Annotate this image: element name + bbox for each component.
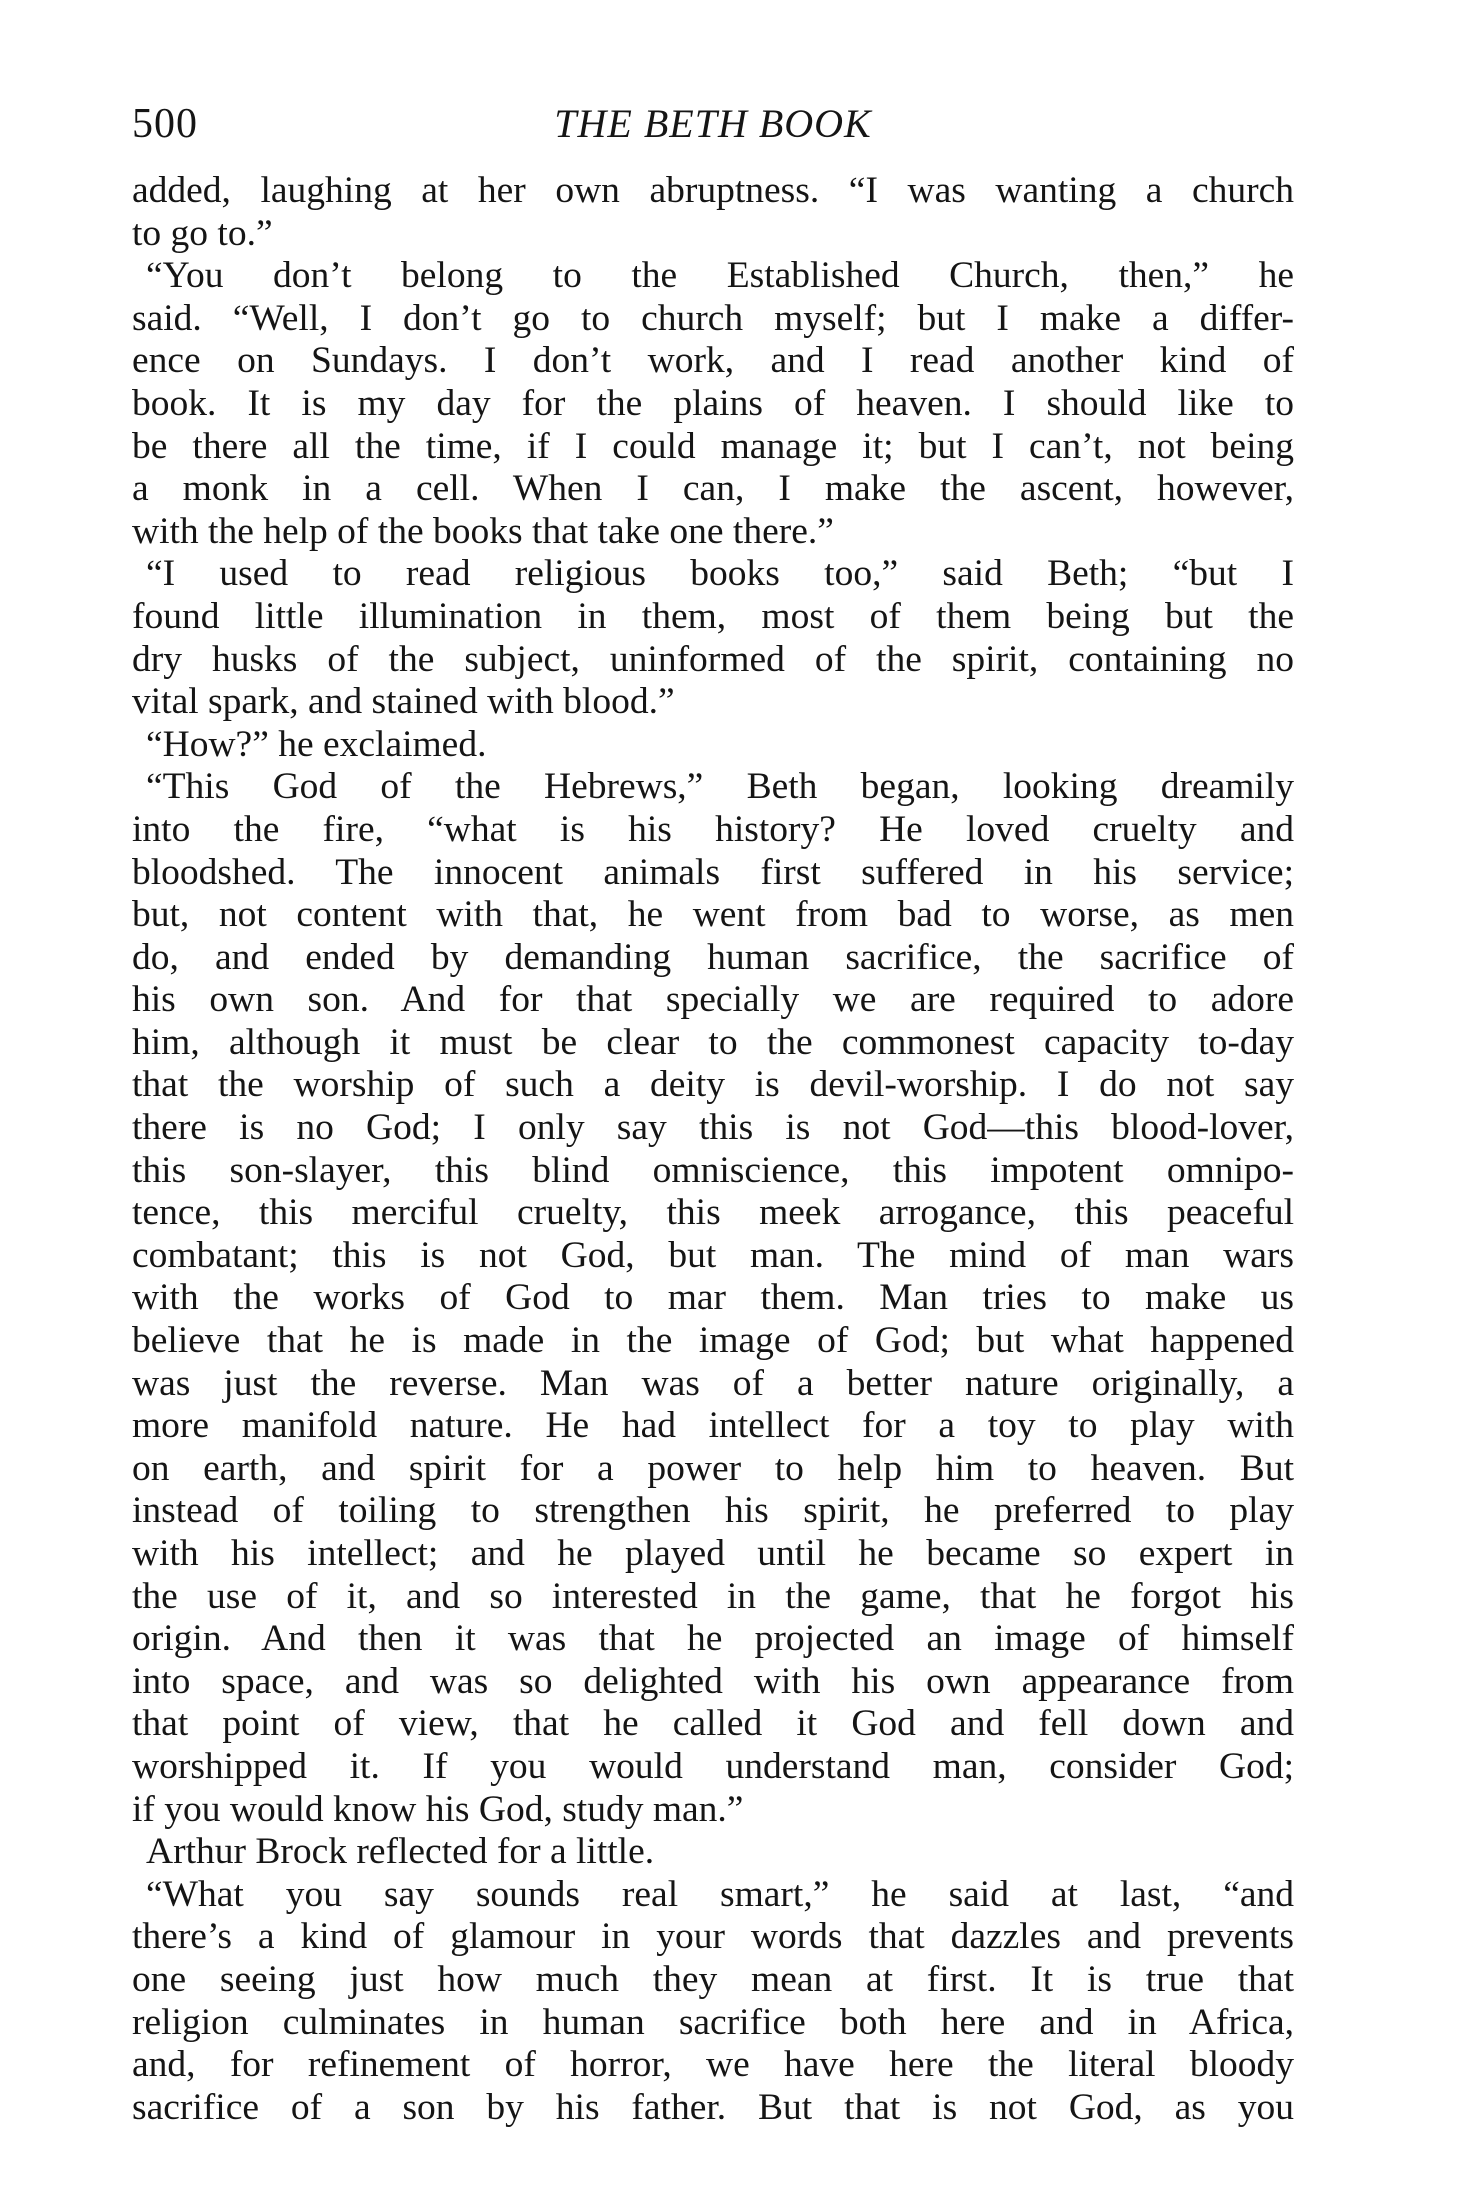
text-line: said. “Well, I don’t go to church myself; but I make a differ- <box>132 297 1294 339</box>
text-line: him, although it must be clear to the commonest capacity to-day <box>132 1021 1294 1063</box>
text-line: “You don’t belong to the Established Church, then,” he <box>146 255 1294 297</box>
text-line: “What you say sounds real smart,” he said at last, “and <box>146 1873 1294 1915</box>
page-number: 500 <box>132 101 198 147</box>
running-title: THE BETH BOOK <box>554 101 872 146</box>
text-line: there is no God; I only say this is not God—this blood-lover, <box>132 1107 1294 1149</box>
text-line: sacrifice of a son by his father. But that is not God, as you <box>132 2086 1294 2128</box>
text-line: be there all the time, if I could manage it; but I can’t, not being <box>132 425 1294 467</box>
text-line: more manifold nature. He had intellect for a toy to play with <box>132 1405 1294 1447</box>
text-line: tence, this merciful cruelty, this meek arrogance, this peaceful <box>132 1192 1294 1234</box>
text-line: religion culminates in human sacrifice both here and in Africa, <box>132 2001 1294 2043</box>
text-line: into space, and was so delighted with his own appearance from <box>132 1660 1294 1702</box>
text-line: “I used to read religious books too,” said Beth; “but I <box>146 553 1294 595</box>
text-line: instead of toiling to strengthen his spirit, he preferred to play <box>132 1490 1294 1532</box>
text-line: that the worship of such a deity is devil-worship. I do not say <box>132 1064 1294 1106</box>
text-line: a monk in a cell. When I can, I make the ascent, however, <box>132 468 1294 510</box>
text-line: and, for refinement of horror, we have here the literal bloody <box>132 2044 1294 2086</box>
text-line: this son-slayer, this blind omniscience, this impotent omnipo- <box>132 1149 1294 1191</box>
text-line: if you would know his God, study man.” <box>132 1788 744 1830</box>
text-line: believe that he is made in the image of God; but what happened <box>132 1320 1294 1362</box>
text-line: one seeing just how much they mean at first. It is true that <box>132 1958 1294 2000</box>
text-line: his own son. And for that specially we are required to adore <box>132 979 1294 1021</box>
text-line: worshipped it. If you would understand man, consider God; <box>132 1745 1294 1787</box>
text-line: that point of view, that he called it God and fell down and <box>132 1703 1294 1745</box>
text-line: “This God of the Hebrews,” Beth began, looking dreamily <box>146 766 1294 808</box>
text-line: Arthur Brock reflected for a little. <box>146 1831 655 1873</box>
text-line: but, not content with that, he went from bad to worse, as men <box>132 894 1294 936</box>
text-line: dry husks of the subject, uninformed of the spirit, containing no <box>132 638 1294 680</box>
body-text <box>132 170 1294 2129</box>
text-line: was just the reverse. Man was of a better nature originally, a <box>132 1362 1294 1404</box>
text-line: “How?” he exclaimed. <box>146 723 487 765</box>
text-line: there’s a kind of glamour in your words that dazzles and prevents <box>132 1916 1294 1958</box>
text-line: found little illumination in them, most of them being but the <box>132 595 1294 637</box>
text-line: with his intellect; and he played until he became so expert in <box>132 1533 1294 1574</box>
text-line: do, and ended by demanding human sacrifice, the sacrifice of <box>132 936 1294 978</box>
text-line: vital spark, and stained with blood.” <box>132 681 675 723</box>
text-line: on earth, and spirit for a power to help him to heaven. But <box>132 1447 1294 1489</box>
text-line: to go to.” <box>132 212 273 254</box>
page-header <box>132 100 1294 170</box>
text-line: origin. And then it was that he projected an image of himself <box>132 1618 1294 1660</box>
text-line: ence on Sundays. I don’t work, and I read another kind of <box>132 340 1294 382</box>
text-line: bloodshed. The innocent animals first suffered in his service; <box>132 851 1294 893</box>
text-line: with the help of the books that take one there.” <box>132 510 834 552</box>
book-page <box>132 100 1294 2129</box>
text-line: combatant; this is not God, but man. The mind of man wars <box>132 1234 1294 1276</box>
text-line: added, laughing at her own abruptness. “I was wanting a church <box>132 170 1294 211</box>
text-line: into the fire, “what is his history? He loved cruelty and <box>132 808 1294 850</box>
text-line: book. It is my day for the plains of heaven. I should like to <box>132 382 1294 424</box>
text-line: the use of it, and so interested in the game, that he forgot his <box>132 1575 1294 1617</box>
text-line: with the works of God to mar them. Man tries to make us <box>132 1277 1294 1319</box>
